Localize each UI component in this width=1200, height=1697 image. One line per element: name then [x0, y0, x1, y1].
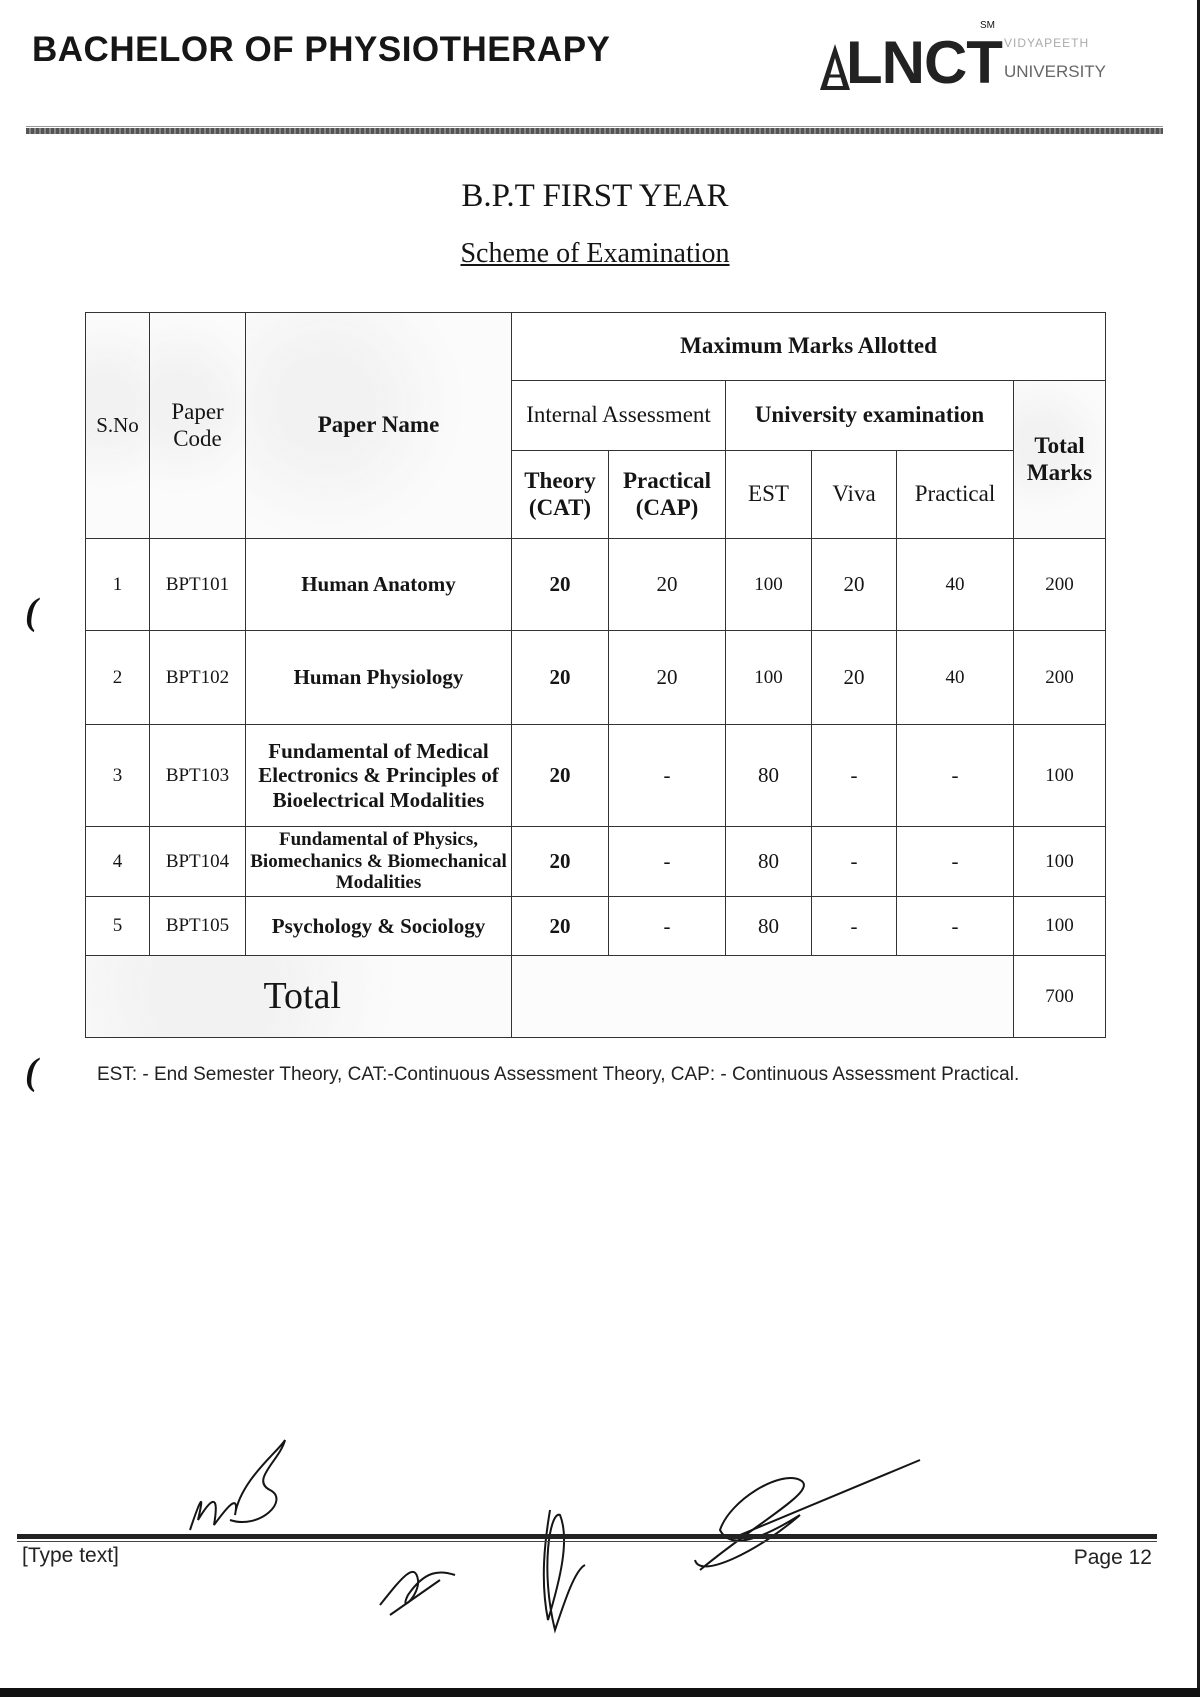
cell-total: 100	[1014, 827, 1106, 897]
cell-viva: -	[812, 827, 897, 897]
header-total-marks: Total Marks	[1014, 381, 1106, 539]
cell-cat: 20	[512, 631, 609, 725]
cell-sno: 3	[86, 725, 150, 827]
cell-total: 100	[1014, 897, 1106, 956]
footer-rule	[17, 1534, 1157, 1539]
table-row	[86, 631, 1106, 725]
total-empty-cell	[512, 956, 1014, 1038]
cell-cap: 20	[609, 539, 726, 631]
cell-cap: -	[609, 897, 726, 956]
header-max-marks: Maximum Marks Allotted	[512, 313, 1106, 381]
abbreviation-footnote: EST: - End Semester Theory, CAT:-Continuous Assessment Theory, CAP: - Continuous Assessment Practical.	[97, 1064, 1020, 1085]
cell-name: Human Anatomy	[246, 539, 512, 631]
total-label: Total	[86, 956, 512, 1038]
header-paper-code: Paper Code	[150, 313, 246, 539]
cell-viva: 20	[812, 631, 897, 725]
total-row	[86, 956, 1106, 1038]
cell-code: BPT105	[150, 897, 246, 956]
cell-practical: 40	[897, 631, 1014, 725]
margin-bracket-mark: (	[25, 591, 38, 633]
header-university-exam: University examination	[726, 381, 1014, 451]
logo-subtitle-2: UNIVERSITY	[1004, 62, 1107, 81]
cell-practical: -	[897, 725, 1014, 827]
table-row	[86, 897, 1106, 956]
cell-name: Fundamental of Medical Electronics & Principles of Bioelectrical Modalities	[246, 725, 512, 827]
cell-name: Psychology & Sociology	[246, 897, 512, 956]
cell-total: 200	[1014, 631, 1106, 725]
cell-sno: 2	[86, 631, 150, 725]
cell-cat: 20	[512, 827, 609, 897]
document-heading: BACHELOR OF PHYSIOTHERAPY	[32, 30, 611, 69]
header-practical-label: Practical	[622, 468, 712, 494]
cell-code: BPT104	[150, 827, 246, 897]
exam-scheme-table	[85, 312, 1106, 1038]
header-theory-sub: (CAT)	[528, 494, 592, 520]
cell-cap: -	[609, 725, 726, 827]
cell-est: 80	[726, 827, 812, 897]
cell-practical: -	[897, 827, 1014, 897]
year-title: B.P.T FIRST YEAR	[461, 178, 729, 214]
footer-placeholder-text: [Type text]	[22, 1544, 119, 1567]
header-theory-label: Theory	[524, 468, 596, 494]
total-value: 700	[1014, 956, 1106, 1038]
cell-viva: -	[812, 897, 897, 956]
logo-text: LNCT	[846, 29, 1002, 96]
header-uni-practical: Practical	[897, 451, 1014, 539]
margin-bracket-mark: (	[25, 1051, 38, 1093]
header-theory-cat	[512, 451, 609, 539]
cell-cat: 20	[512, 897, 609, 956]
cell-total: 100	[1014, 725, 1106, 827]
cell-viva: 20	[812, 539, 897, 631]
cell-code: BPT102	[150, 631, 246, 725]
cell-sno: 5	[86, 897, 150, 956]
cell-est: 80	[726, 897, 812, 956]
cell-sno: 4	[86, 827, 150, 897]
cell-cat: 20	[512, 725, 609, 827]
header-viva: Viva	[812, 451, 897, 539]
cell-cap: -	[609, 827, 726, 897]
scheme-title: Scheme of Examination	[460, 238, 730, 269]
logo-subtitle-1: VIDYAPEETH	[1004, 36, 1090, 50]
table-row	[86, 725, 1106, 827]
header-practical-sub: (CAP)	[635, 494, 699, 520]
cell-est: 100	[726, 631, 812, 725]
cell-practical: 40	[897, 539, 1014, 631]
university-logo	[818, 20, 1107, 100]
header-row-1	[86, 313, 1106, 381]
header-rule-thin	[26, 126, 1163, 127]
cell-cat: 20	[512, 539, 609, 631]
cell-code: BPT101	[150, 539, 246, 631]
header-rule	[26, 128, 1163, 134]
header-est: EST	[726, 451, 812, 539]
table-row	[86, 539, 1106, 631]
header-sno: S.No	[86, 313, 150, 539]
cell-cap: 20	[609, 631, 726, 725]
cell-est: 100	[726, 539, 812, 631]
cell-viva: -	[812, 725, 897, 827]
cell-sno: 1	[86, 539, 150, 631]
header-practical-cap	[609, 451, 726, 539]
footer-rule-thin	[17, 1541, 1157, 1542]
cell-est: 80	[726, 725, 812, 827]
signatures-image	[0, 1420, 1200, 1670]
cell-total: 200	[1014, 539, 1106, 631]
page-edge-bottom	[0, 1688, 1200, 1697]
page-number: Page 12	[1073, 1546, 1152, 1569]
cell-name: Fundamental of Physics, Biomechanics & Biomechanical Modalities	[246, 827, 512, 897]
header-paper-name: Paper Name	[246, 313, 512, 539]
header-internal-assessment: Internal Assessment	[512, 381, 726, 451]
cell-practical: -	[897, 897, 1014, 956]
table-row	[86, 827, 1106, 897]
cell-code: BPT103	[150, 725, 246, 827]
logo-sm-mark: SM	[980, 20, 995, 31]
cell-name: Human Physiology	[246, 631, 512, 725]
